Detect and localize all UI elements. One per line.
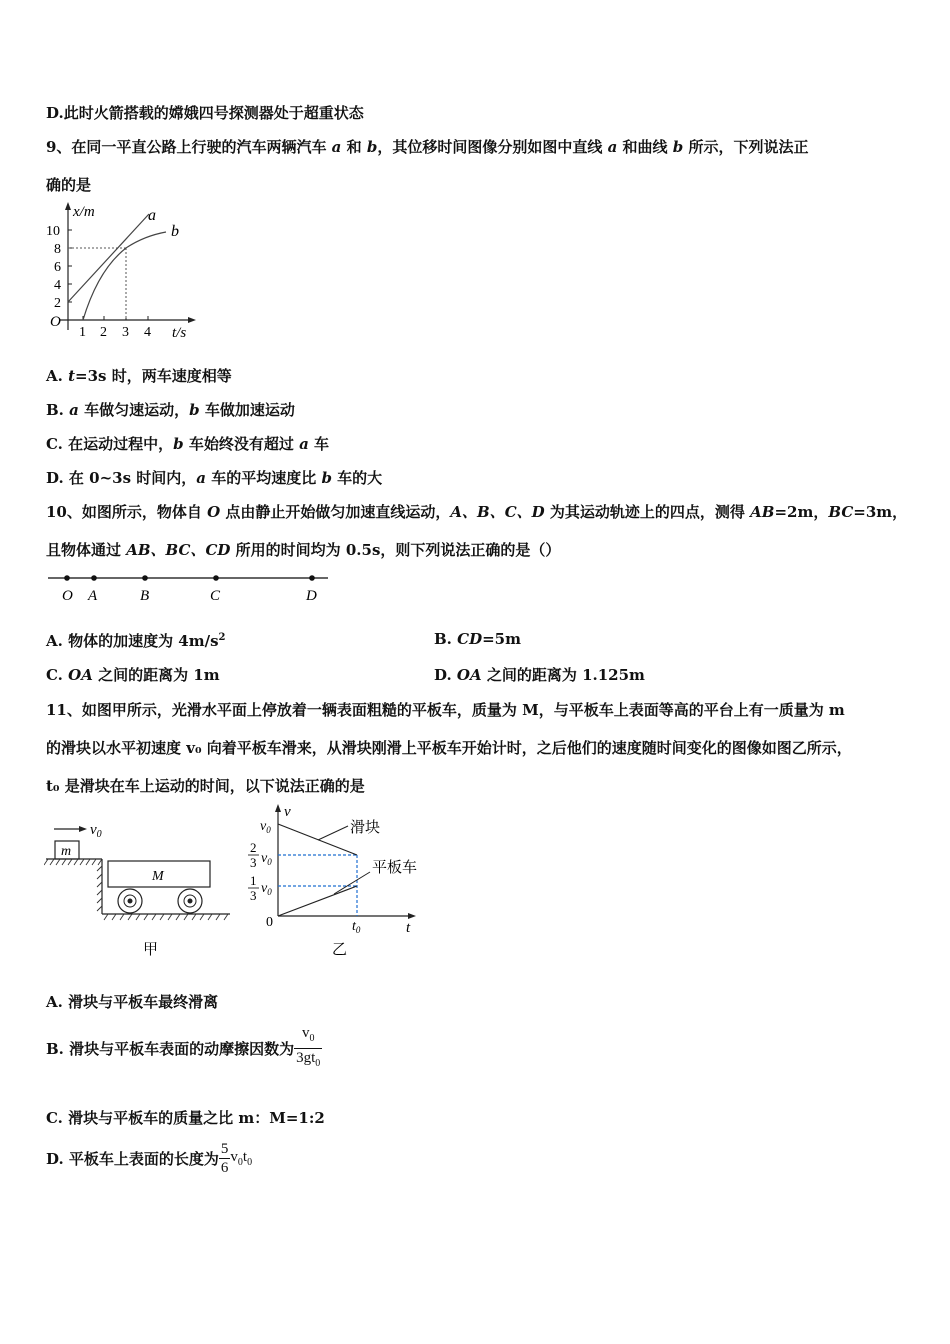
q9-x-axis-label: t/s <box>172 325 187 341</box>
q9-origin: O <box>50 314 61 330</box>
q11-option-b-fraction: $\frac{v_0}{3gt_0}$ <box>296 1025 321 1069</box>
q11-slider-line <box>278 824 357 855</box>
q9-xtick: 1 <box>79 325 86 340</box>
q10-option-d: D. OA 之间的距离为 1.125m <box>434 666 645 684</box>
q11-option-b: B. 滑块与平板车表面的动摩擦因数为 $\frac{v_0}{3gt_0}$ <box>46 1024 322 1073</box>
q9-option-a: A. t=3s 时，两车速度相等 <box>46 367 232 385</box>
q9-option-c: C. 在运动过程中，b 车始终没有超过 a 车 <box>46 435 330 453</box>
q11-stem-line3: t₀ 是滑块在车上运动的时间，以下说法正确的是 <box>46 777 365 795</box>
q10-option-c: C. OA 之间的距离为 1m <box>46 666 220 684</box>
q9-ytick: 6 <box>54 260 61 275</box>
q9-xt-graph <box>40 200 200 345</box>
q10-stem-line1: 10、如图所示，物体自 O 点由静止开始做匀加速直线运动，A、B、C、D 为其运动轨迹上的四点，测得 AB=2m，BC=3m， <box>46 503 908 521</box>
q10-option-b: B. CD=5m <box>434 630 521 648</box>
q8-option-d: D.此时火箭搭载的嫦娥四号探测器处于超重状态 <box>46 104 364 122</box>
q11-figure-yi <box>244 800 434 960</box>
q10-point-o <box>64 575 70 581</box>
q10-option-a: A. 物体的加速度为 $4m/s^2$ <box>46 632 226 650</box>
q9-xtick: 2 <box>100 325 107 340</box>
q11-option-d: D. 平板车上表面的长度为 $\frac{5}{6}$ $v_0t_0$ <box>46 1141 253 1176</box>
q11-label-slider: 滑块 <box>350 820 381 836</box>
q11-label-cart: 平板车 <box>372 860 418 876</box>
q9-xtick: 4 <box>144 325 151 340</box>
q11-stem-line1: 11、如图甲所示，光滑水平面上停放着一辆表面粗糙的平板车，质量为 M，与平板车上表面等高的平台上有一质量为 m <box>46 701 845 719</box>
q9-stem-line1: 9、在同一平直公路上行驶的汽车两辆汽车 a 和 b，其位移时间图像分别如图中直线 a 和曲线 b 所示，下列说法正 <box>46 138 809 156</box>
q11-yi-v0-label: $v_0$ <box>260 819 271 835</box>
q11-label-m: m <box>61 844 72 859</box>
q9-line-a <box>68 214 149 302</box>
q11-yi-v0-one-third: $v_0$ <box>261 881 272 897</box>
q11-yi-t-axis: t <box>406 920 411 936</box>
q10-point-c <box>213 575 219 581</box>
q11-yi-three-a: 3 <box>250 855 257 870</box>
q9-option-d: D. 在 0~3s 时间内，a 车的平均速度比 b 车的大 <box>46 469 383 487</box>
q11-yi-one: 1 <box>250 873 257 888</box>
q11-stem-line2: 的滑块以水平初速度 v₀ 向着平板车滑来，从滑块刚滑上平板车开始计时，之后他们的速度随时间变化的图像如图乙所示， <box>46 739 852 757</box>
q11-jia-v0: $v_0$ <box>90 822 102 840</box>
q11-yi-zero: 0 <box>266 915 273 930</box>
q11-yi-three-b: 3 <box>250 888 257 903</box>
q9-ytick: 2 <box>54 296 61 311</box>
q10-label-b: B <box>140 588 150 604</box>
q10-label-a: A <box>88 588 98 604</box>
q9-option-b: B. a 车做匀速运动，b 车做加速运动 <box>46 401 295 419</box>
q9-y-axis-label: x/m <box>73 204 95 220</box>
q10-label-c: C <box>210 588 221 604</box>
q10-label-d: D <box>306 588 317 604</box>
q11-cart-line <box>278 886 357 916</box>
q11-yi-v0-two-thirds: $v_0$ <box>261 851 272 867</box>
q11-option-c: C. 滑块与平板车的质量之比 m：M=1:2 <box>46 1109 325 1127</box>
q9-stem-line2: 确的是 <box>46 176 92 194</box>
q10-point-d <box>309 575 315 581</box>
q9-curve-b <box>83 232 166 320</box>
q11-yi-two: 2 <box>250 840 257 855</box>
q9-ytick: 8 <box>54 242 61 257</box>
q11-yi-v-axis: v <box>284 804 291 820</box>
q11-figure-jia <box>44 814 234 959</box>
q11-caption-yi: 乙 <box>332 942 348 958</box>
q11-caption-jia: 甲 <box>143 942 159 958</box>
q11-option-d-fraction: $\frac{5}{6}$ <box>220 1141 229 1176</box>
q9-ytick: 10 <box>46 224 60 239</box>
q9-label-b: b <box>171 223 179 240</box>
q11-yi-t0: $t_0$ <box>352 919 361 935</box>
q10-point-a <box>91 575 97 581</box>
q11-label-big-m: M <box>152 869 164 884</box>
q9-label-a: a <box>148 207 156 224</box>
q10-label-o: O <box>62 588 73 604</box>
q9-ytick: 4 <box>54 278 61 293</box>
q10-stem-line2: 且物体通过 AB、BC、CD 所用的时间均为 0.5s，则下列说法正确的是（） <box>46 541 561 559</box>
q11-option-a: A. 滑块与平板车最终滑离 <box>46 993 219 1011</box>
q9-xtick: 3 <box>122 325 129 340</box>
q10-point-b <box>142 575 148 581</box>
q10-track-diagram <box>46 568 336 608</box>
